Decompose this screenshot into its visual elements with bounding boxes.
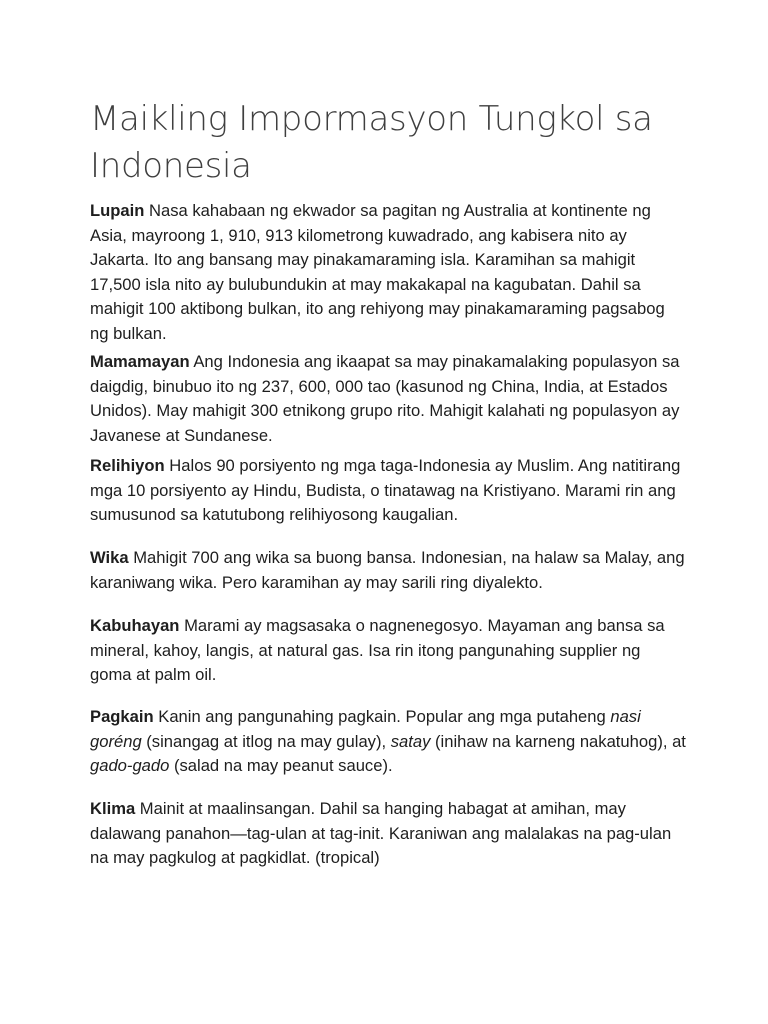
section-text-kabuhayan: Marami ay magsasaka o nagnenegosyo. Mayaman ang bansa sa mineral, kahoy, langis, at natural gas. Isa rin itong pangunahing supplier ng goma at palm oil. [90, 616, 665, 684]
section-kabuhayan [90, 614, 686, 688]
dish-satay: satay [390, 731, 431, 751]
section-wika [90, 546, 686, 595]
section-lupain [90, 199, 686, 346]
section-text-mamamayan: Ang Indonesia ang ikaapat sa may pinakamalaking populasyon sa daigdig, binubuo ito ng 237, 600, 000 tao (kasunod ng China, India, at Estados Unidos). May mahigit 300 etnikong grupo rito. Mahigit kalahati ng populasyon ay Javanese at Sundanese. [90, 352, 680, 445]
page-title: Maikling Impormasyon Tungkol sa Indonesia [90, 99, 653, 186]
section-text-pagkain-4: (salad na may peanut sauce). [169, 756, 393, 775]
section-label-wika: Wika [90, 548, 129, 567]
section-klima [90, 797, 686, 871]
section-text-relihiyon: Halos 90 porsiyento ng mga taga-Indonesia ay Muslim. Ang natitirang mga 10 porsiyento ay Hindu, Budista, o tinatawag na Kristiyano. Marami rin ang sumusunod sa katutubong relihiyosong kaugalian. [90, 456, 681, 524]
section-label-kabuhayan: Kabuhayan [90, 616, 180, 635]
section-pagkain [90, 705, 686, 779]
section-mamamayan [90, 350, 686, 448]
section-label-lupain: Lupain [90, 201, 145, 220]
section-text-klima: Mainit at maalinsangan. Dahil sa hanging habagat at amihan, may dalawang panahon—tag-ulan at tag-init. Karaniwan ang malalakas na pag-ulan na may pagkulog at pagkidlat. (tropical) [90, 799, 672, 867]
dish-gado-gado: gado-gado [90, 756, 170, 775]
section-text-pagkain-2: (sinangag at itlog na may gulay), [141, 731, 391, 751]
section-text-lupain: Nasa kahabaan ng ekwador sa pagitan ng Australia at kontinente ng Asia, mayroong 1, 910, 913 kilometrong kuwadrado, ang kabisera nito ay Jakarta. Ito ang bansang may pinakamaraming isla. Karamihan sa mahigit 17,500 isla nito ay bulubundukin at may makakapal na kagubatan. Dahil sa mahigit 100 aktibong bulkan, ito ang rehiyong may pinakamaraming pagsabog ng bulkan. [90, 201, 665, 343]
section-text-pagkain-3: (inihaw na karneng nakatuhog), at [430, 731, 686, 751]
section-relihiyon [90, 454, 686, 528]
section-label-pagkain: Pagkain [90, 707, 154, 726]
section-label-mamamayan: Mamamayan [90, 352, 190, 371]
document-page [90, 96, 686, 190]
section-text-wika: Mahigit 700 ang wika sa buong bansa. Indonesian, na halaw sa Malay, ang karaniwang wika. Pero karamihan ay may sarili ring diyalekto. [90, 548, 685, 592]
section-label-relihiyon: Relihiyon [90, 456, 165, 475]
dish-nasi-goreng: nasi goréng [90, 707, 641, 751]
section-text-pagkain-1: Kanin ang pangunahing pagkain. Popular ang mga putaheng [153, 707, 611, 726]
section-label-klima: Klima [90, 799, 136, 818]
